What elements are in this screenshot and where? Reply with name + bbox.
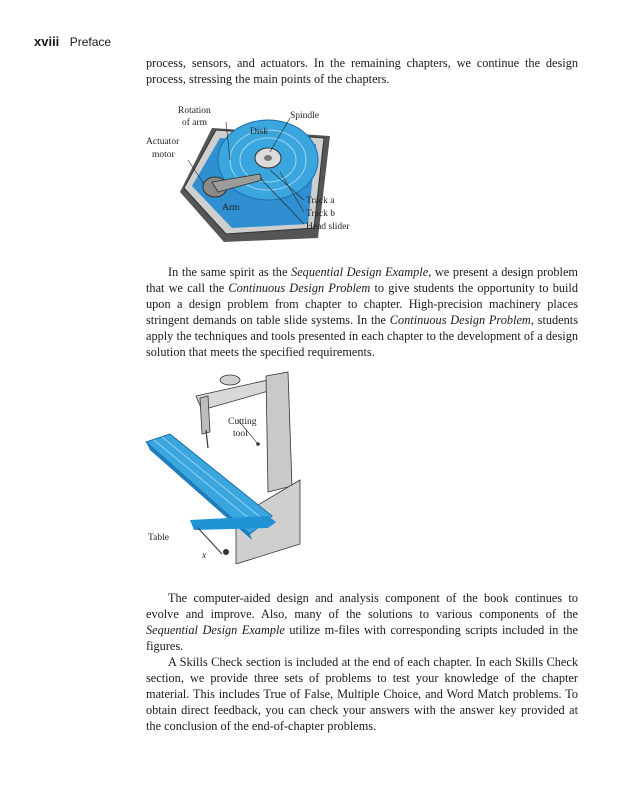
label-arm: Arm (222, 203, 240, 213)
machine-illustration (146, 372, 300, 564)
para2-segment-2: , we present a design problem that we call the (146, 265, 578, 295)
para3-segment-2: utilize m-files with corresponding scripts included in the figures. (146, 623, 578, 653)
para2-segment-1: Sequential Design Example (291, 265, 429, 279)
para3-segment-1: Sequential Design Example (146, 623, 285, 637)
column (266, 372, 292, 492)
para2-segment-3: Continuous Design Problem (228, 281, 371, 295)
para2-segment-0: In the same spirit as the (168, 265, 292, 279)
para2-segment-5: Continuous Design Problem (389, 313, 531, 327)
hard-disk-figure (140, 100, 370, 250)
label-x: x (202, 551, 207, 561)
label-disk: Disk (250, 127, 268, 137)
paragraph-2 (146, 264, 578, 360)
para2-segment-6: , students apply the techniques and tools presented in each chapter to the development of a design solution that meets the specified requirements. (146, 313, 578, 359)
label-actuator: Actuator (146, 137, 180, 147)
paragraph-3 (146, 590, 578, 654)
para4-segment-0: A Skills Check section is included at the end of each chapter. In each Skills Check section, we provide three sets of problems to test your knowledge of the chapter material. This includes True of False, Multiple Choice, and Word Match problems. To obtain direct feedback, you can check your answers with the answer key provided at the conclusion of the end-of-chapter problems. (146, 655, 578, 733)
paragraph-1 (146, 55, 578, 87)
label-track-b: Track b (306, 209, 335, 219)
section-title: Preface (69, 35, 112, 49)
label-track-a: Track a (306, 196, 335, 206)
label-rotation: Rotation (178, 106, 211, 116)
label-head-slider: Head slider (306, 222, 350, 232)
table-slide-figure (140, 368, 310, 564)
paragraph-4 (146, 654, 578, 734)
page-number: xviii (34, 34, 60, 49)
label-tool: tool (233, 429, 248, 439)
para1-segment-0: process, sensors, and actuators. In the remaining chapters, we continue the design process, stressing the main points of the chapters. (146, 56, 578, 86)
label-spindle: Spindle (290, 111, 320, 121)
label-table: Table (148, 533, 169, 543)
page-header (34, 33, 111, 51)
label-of-arm: of arm (182, 118, 208, 128)
label-motor: motor (152, 150, 175, 160)
para2-segment-4: to give students the opportunity to build upon a design problem from chapter to chapter. High-precision machinery places stringent demands on table slide systems. In the (146, 281, 578, 327)
label-cutting: Cutting (228, 417, 257, 427)
para3-segment-0: The computer-aided design and analysis component of the book continues to evolve and improve. Also, many of the solutions to various components of the (146, 591, 578, 621)
